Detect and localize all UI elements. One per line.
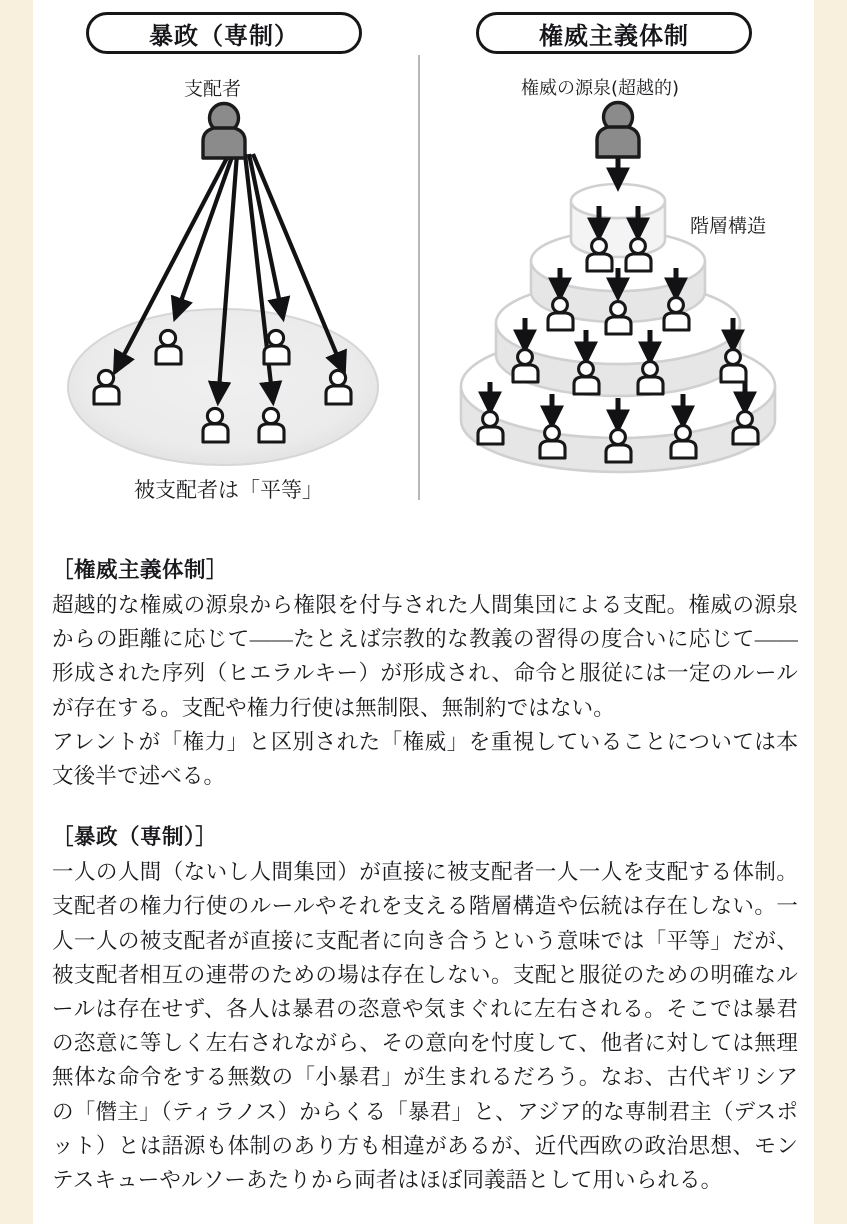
label-hierarchy-structure: 階層構造 bbox=[690, 215, 767, 237]
panel-title-authoritarian: 権威主義体制 bbox=[476, 12, 752, 54]
label-authority-source: 権威の源泉(超越的) bbox=[521, 78, 680, 99]
panel-divider bbox=[418, 55, 420, 500]
authority-source-figure bbox=[597, 103, 639, 158]
section-heading-authoritarianism: ［権威主義体制］ bbox=[52, 558, 229, 583]
left-panel-graphics bbox=[68, 104, 378, 466]
label-ruler: 支配者 bbox=[184, 78, 242, 100]
comparison-diagram bbox=[33, 0, 814, 520]
paper-sheet bbox=[33, 0, 814, 1224]
section-authoritarianism bbox=[52, 556, 798, 793]
diagram-canvas bbox=[33, 0, 814, 520]
section-heading-tyranny: ［暴政（専制）］ bbox=[52, 825, 218, 851]
paragraph: アレントが「権力」と区別された「権威」を重視していることについては本文後半で述べる。 bbox=[52, 729, 798, 789]
section-tyranny bbox=[52, 823, 798, 1197]
article-body bbox=[52, 556, 798, 1197]
paragraph: 超越的な権威の源泉から権限を付与された人間集団による支配。権威の源泉からの距離に応じて――たとえば宗教的な教義の習得の度合いに応じて――形成された序列（ヒエラルキー）が形成され、命令と服従には一定のルールが存在する。支配や権力行使は無制限、無制約ではない。 bbox=[52, 593, 798, 720]
caption-subjects-equal: 被支配者は「平等」 bbox=[134, 478, 323, 502]
ruler-figure bbox=[203, 104, 245, 159]
hierarchy-tier-1 bbox=[571, 184, 665, 257]
right-panel-graphics bbox=[461, 103, 775, 473]
paragraph: 一人の人間（ないし人間集団）が直接に被支配者一人一人を支配する体制。支配者の権力行使のルールやそれを支える階層構造や伝統は存在しない。一人一人の被支配者が直接に支配者に向き合うという意味では「平等」だが、被支配者相互の連帯のための場は存在しない。支配と服従のための明確なルールは存在せず、各人は暴君の恣意や気まぐれに左右される。そこでは暴君の恣意に等しく左右されながら、その意向を忖度して、他者に対しては無理無体な命令をする無数の「小暴君」が生まれるだろう。なお、古代ギリシアの「僭主」（ティラノス）からくる「暴君」と、アジア的な専制君主（デスポット）とは語源も体制のあり方も相違があるが、近代西欧の政治思想、モンテスキューやルソーあたりから両者はほぼ同義語として用いられる。 bbox=[52, 860, 798, 1193]
panel-title-tyranny: 暴政（専制） bbox=[86, 12, 362, 54]
